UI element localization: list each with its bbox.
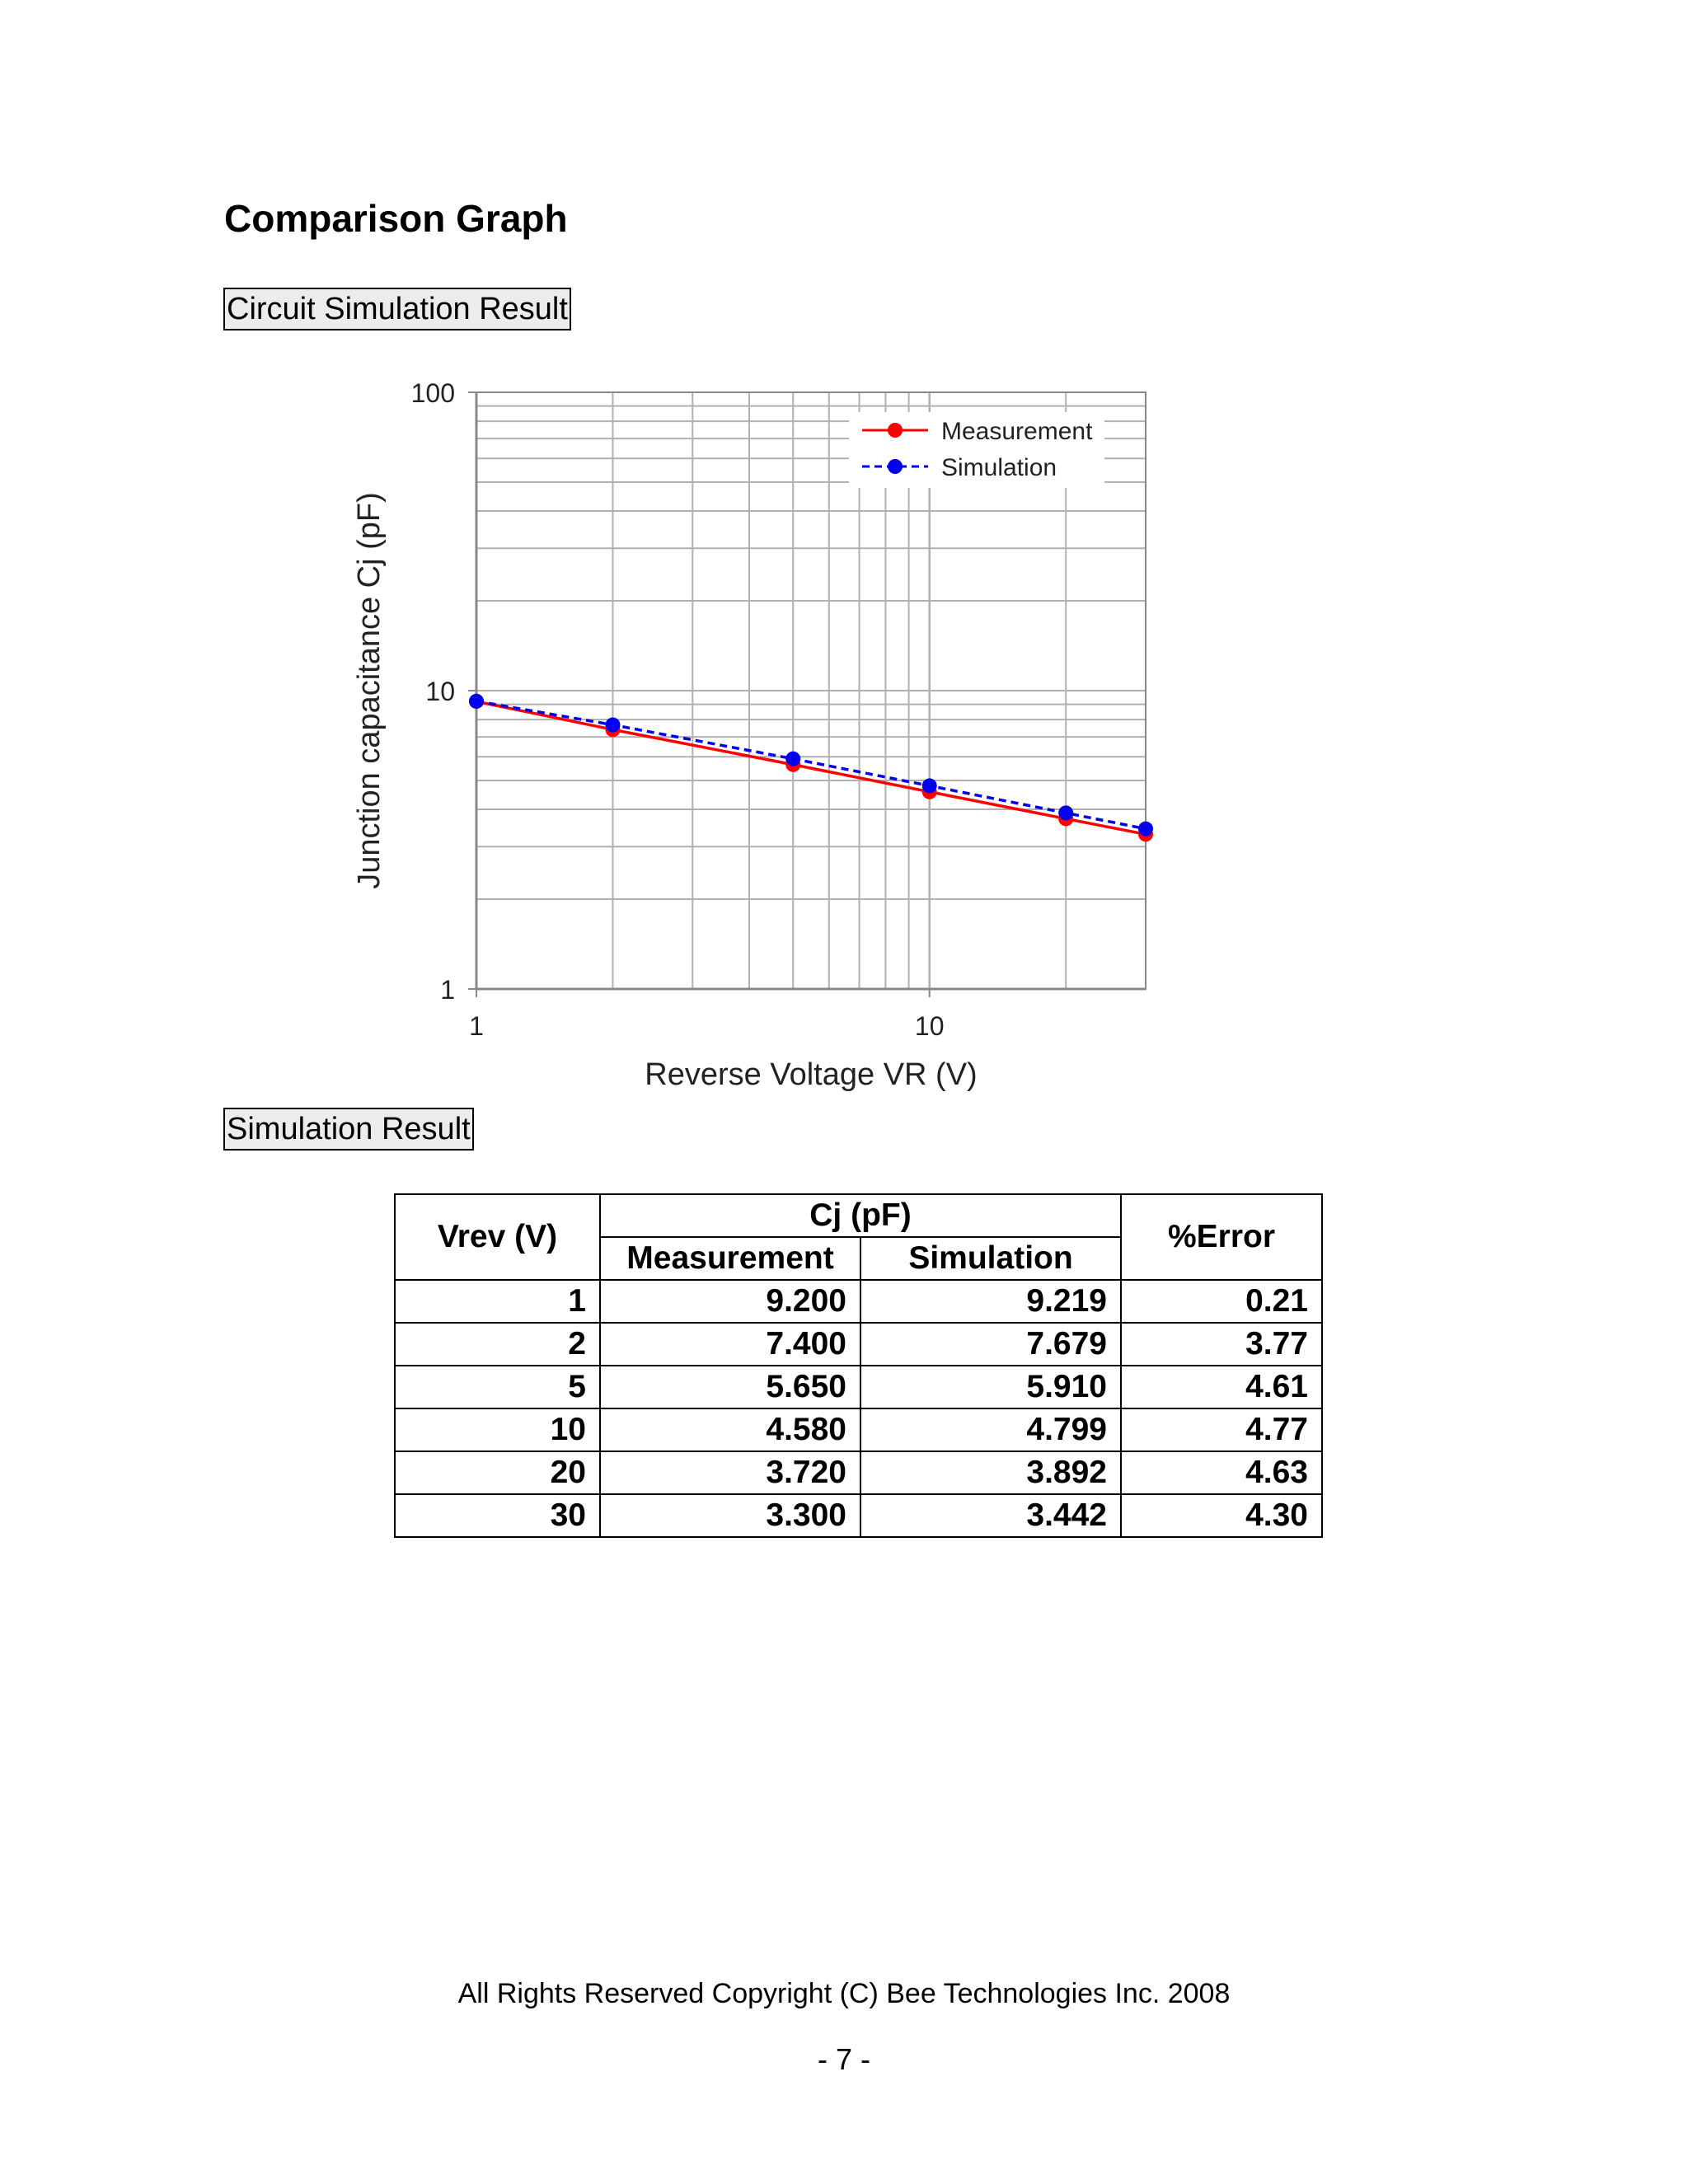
cell-vrev: 10 <box>395 1408 600 1451</box>
cell-error: 4.63 <box>1121 1451 1322 1494</box>
y-axis-label: Junction capacitance Cj (pF) <box>352 492 387 889</box>
header-error: %Error <box>1121 1194 1322 1280</box>
x-tick-label: 1 <box>469 1011 484 1041</box>
cell-vrev: 30 <box>395 1494 600 1537</box>
legend-marker <box>888 459 903 474</box>
y-tick-label: 10 <box>425 677 455 706</box>
table-row <box>395 1323 1322 1366</box>
table-row <box>395 1494 1322 1537</box>
header-vrev: Vrev (V) <box>395 1194 600 1280</box>
table-row <box>395 1366 1322 1408</box>
cell-measurement: 7.400 <box>600 1323 860 1366</box>
table-body <box>395 1280 1322 1537</box>
section-label-graph: Circuit Simulation Result <box>223 288 571 330</box>
series-line-measurement <box>476 701 1146 834</box>
cell-error: 4.30 <box>1121 1494 1322 1537</box>
data-point-simulation <box>1058 805 1073 820</box>
cell-simulation: 5.910 <box>860 1366 1121 1408</box>
legend-label: Simulation <box>941 454 1057 481</box>
data-point-simulation <box>605 718 620 733</box>
cell-vrev: 5 <box>395 1366 600 1408</box>
chart-series <box>469 694 1153 842</box>
cell-simulation: 3.442 <box>860 1494 1121 1537</box>
results-table <box>394 1193 1323 1538</box>
table-row <box>395 1280 1322 1323</box>
cell-measurement: 3.720 <box>600 1451 860 1494</box>
y-tick-label: 1 <box>440 975 455 1005</box>
cell-simulation: 3.892 <box>860 1451 1121 1494</box>
cell-simulation: 4.799 <box>860 1408 1121 1451</box>
cell-vrev: 2 <box>395 1323 600 1366</box>
header-measurement: Measurement <box>600 1237 860 1280</box>
page-number: - 7 - <box>817 2042 870 2076</box>
header-cj: Cj (pF) <box>600 1194 1121 1237</box>
cell-error: 0.21 <box>1121 1280 1322 1323</box>
cell-measurement: 5.650 <box>600 1366 860 1408</box>
cell-vrev: 20 <box>395 1451 600 1494</box>
data-point-simulation <box>785 752 800 766</box>
cell-simulation: 9.219 <box>860 1280 1121 1323</box>
cell-measurement: 9.200 <box>600 1280 860 1323</box>
table-row <box>395 1408 1322 1451</box>
data-point-simulation <box>1138 822 1153 837</box>
cell-measurement: 3.300 <box>600 1494 860 1537</box>
x-axis-label: Reverse Voltage VR (V) <box>645 1057 978 1092</box>
section-label-table: Simulation Result <box>223 1108 474 1151</box>
chart-legend <box>849 412 1104 488</box>
comparison-chart <box>346 363 1220 1104</box>
data-point-simulation <box>922 778 937 793</box>
y-tick-label: 100 <box>410 378 455 408</box>
cell-error: 3.77 <box>1121 1323 1322 1366</box>
cell-measurement: 4.580 <box>600 1408 860 1451</box>
header-simulation: Simulation <box>860 1237 1121 1280</box>
copyright-footer: All Rights Reserved Copyright (C) Bee Technologies Inc. 2008 <box>457 1978 1231 2009</box>
table-row <box>395 1451 1322 1494</box>
page-heading: Comparison Graph <box>224 197 568 240</box>
cell-vrev: 1 <box>395 1280 600 1323</box>
cell-error: 4.61 <box>1121 1366 1322 1408</box>
legend-label: Measurement <box>941 418 1093 445</box>
legend-marker <box>888 423 903 438</box>
cell-error: 4.77 <box>1121 1408 1322 1451</box>
x-tick-label: 10 <box>914 1011 945 1041</box>
data-point-simulation <box>469 694 484 709</box>
cell-simulation: 7.679 <box>860 1323 1121 1366</box>
